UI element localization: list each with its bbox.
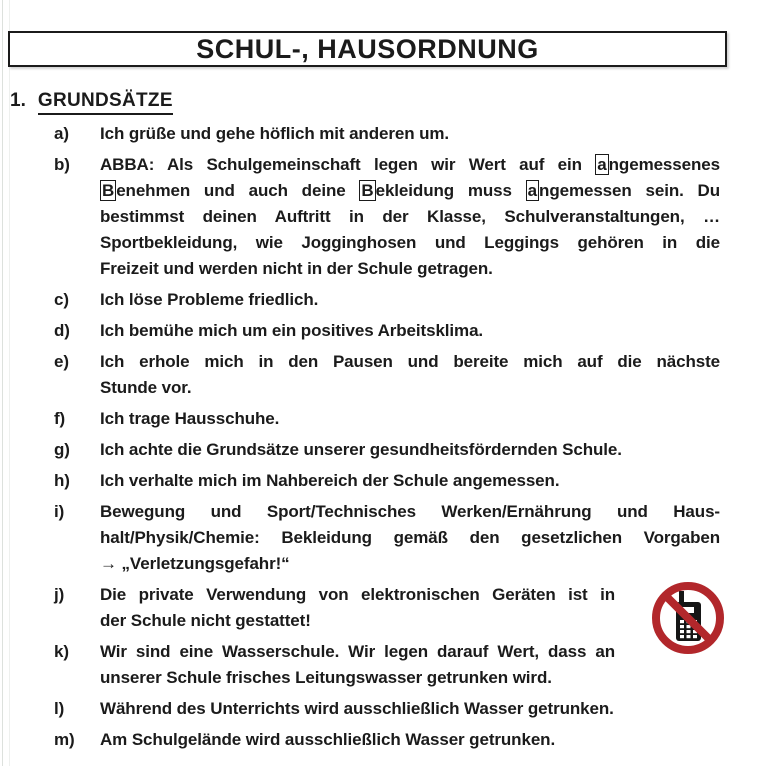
rule-text-line: der Schule nicht gestattet!: [100, 611, 311, 630]
rule-text-line: Wir sind eine Wasserschule. Wir legen darauf Wert, dass an: [100, 642, 615, 661]
rule-text: [100, 349, 720, 401]
rule-text-line: Sportbekleidung, wie Jogginghosen und Leggings gehören in die: [100, 233, 720, 252]
rule-text-line: Ich grüße und gehe höflich mit anderen um.: [100, 124, 450, 143]
rule-text: [100, 318, 720, 344]
rule-text: [100, 152, 720, 282]
rule-label: b): [54, 155, 70, 174]
rule-text: [100, 582, 615, 634]
rule-text-line: B enehmen und auch deine B ekleidung muss a ngemessen sein. Du: [102, 181, 720, 200]
rule-label: i): [54, 502, 65, 521]
rule-item-g: [54, 437, 734, 463]
boxed-letter: a: [527, 181, 538, 200]
rule-label: m): [54, 730, 75, 749]
rule-text-line: Stunde vor.: [100, 378, 192, 397]
rule-item-k: [54, 639, 734, 691]
rule-label: k): [54, 642, 69, 661]
rule-text-line: Ich erhole mich in den Pausen und bereite mich auf die nächste: [100, 352, 720, 371]
rule-item-a: [54, 121, 734, 147]
rule-text: [100, 437, 720, 463]
rule-text-line: Ich achte die Grundsätze unserer gesundheitsfördernden Schule.: [100, 440, 622, 459]
rule-text-line: Ich löse Probleme friedlich.: [100, 290, 319, 309]
rule-text: [100, 499, 720, 577]
rule-text: [100, 406, 720, 432]
rule-item-m: [54, 727, 734, 753]
rule-label: j): [54, 585, 65, 604]
scan-edge-artifact: [2, 0, 3, 766]
rule-text-line: halt/Physik/Chemie: Bekleidung gemäß den gesetzlichen Vorgaben: [100, 528, 720, 547]
rule-text-line: Ich trage Hausschuhe.: [100, 409, 280, 428]
rule-text: [100, 287, 720, 313]
rule-label: e): [54, 352, 69, 371]
rule-text-line: Bewegung und Sport/Technisches Werken/Ernährung und Haus-: [100, 502, 720, 521]
boxed-letter: a: [597, 155, 607, 174]
rule-item-e: [54, 349, 734, 401]
rule-text-line: Während des Unterrichts wird ausschließlich Wasser getrunken.: [100, 699, 614, 718]
rule-text-line: Freizeit und werden nicht in der Schule getragen.: [100, 259, 493, 278]
rule-label: c): [54, 290, 69, 309]
boxed-letter: B: [102, 181, 115, 200]
rule-label: a): [54, 124, 69, 143]
rule-text-line: ABBA: Als Schulgemeinschaft legen wir Wert auf ein a ngemessenes: [100, 155, 720, 174]
rule-text-line: Ich bemühe mich um ein positives Arbeitsklima.: [100, 321, 484, 340]
rule-item-l: [54, 696, 734, 722]
boxed-letter: B: [361, 181, 374, 200]
rule-item-d: [54, 318, 734, 344]
rule-text-line: bestimmst deinen Auftritt in der Klasse, Schulveranstaltungen, …: [100, 207, 720, 226]
rule-text-line: → „Verletzungsgefahr!“: [100, 554, 290, 573]
rule-text: [100, 121, 720, 147]
rule-text: [100, 696, 720, 722]
title-box: [8, 31, 727, 67]
rule-label: h): [54, 471, 70, 490]
rule-text-line: unserer Schule frisches Leitungswasser getrunken wird.: [100, 668, 552, 687]
rule-text: [100, 727, 720, 753]
rule-text: [100, 468, 720, 494]
rules-list: [54, 121, 734, 758]
rule-text-line: Ich verhalte mich im Nahbereich der Schule angemessen.: [100, 471, 560, 490]
rule-item-c: [54, 287, 734, 313]
no-phone-icon: [648, 578, 728, 658]
rule-text-line: Die private Verwendung von elektronischen Geräten ist in: [100, 585, 615, 604]
rule-text: [100, 639, 615, 691]
rule-label: d): [54, 321, 70, 340]
rule-item-b: [54, 152, 734, 282]
rule-item-f: [54, 406, 734, 432]
section-heading: [10, 90, 173, 115]
page-title: SCHUL-, HAUSORDNUNG: [196, 33, 539, 64]
rule-item-j: [54, 582, 734, 634]
section-title: GRUNDSÄTZE: [38, 90, 173, 115]
rule-text-line: Am Schulgelände wird ausschließlich Wasser getrunken.: [100, 730, 556, 749]
rule-item-i: [54, 499, 734, 577]
rule-label: f): [54, 409, 66, 428]
section-number: 1.: [10, 90, 26, 111]
rule-label: l): [54, 699, 65, 718]
rule-label: g): [54, 440, 70, 459]
rule-item-h: [54, 468, 734, 494]
